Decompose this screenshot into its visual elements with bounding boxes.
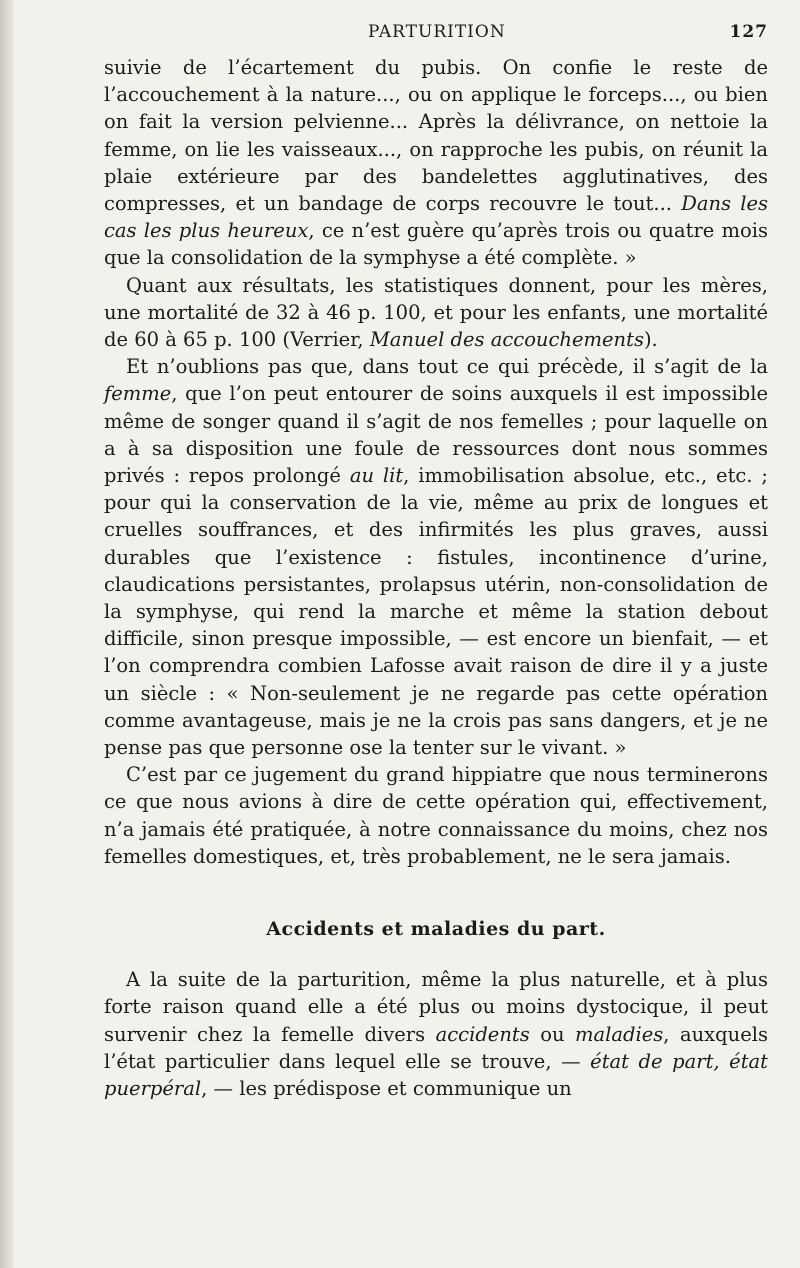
paragraph-1-italic-1: Dans les cas les plus heureux — [104, 192, 769, 243]
paragraph-5-italic-1: accidents — [435, 1022, 530, 1046]
paragraph-3 — [104, 353, 768, 761]
paragraph-2-text-2: ). — [643, 328, 658, 352]
paragraph-2 — [104, 272, 768, 354]
paragraph-2-text-1: Quant aux résultats, les statistiques donnent, pour les mères, une mortalité de 32 à 46 p. 100, et pour les enfants, une mortalité de 60 à 65 p. 100 (Verrier, — [104, 273, 768, 352]
paragraph-5-text-4: , — les prédispose et communique un — [201, 1076, 572, 1100]
paragraph-5-text-3: , auxquels l’état particulier dans lequel elle se trouve, — — [104, 1022, 768, 1073]
paragraph-3-italic-2: au lit — [349, 464, 404, 488]
paragraph-3-text-2: , que l’on peut entourer de soins auxquels il est impossible même de songer quand il s’agit de nos femelles ; pour laquelle on a à sa disposition une foule de ressources dont nous sommes privés : repos prolongé — [104, 382, 768, 488]
paragraph-3-italic-1: femme — [104, 382, 172, 406]
running-head — [104, 22, 768, 44]
paragraph-3-text-3: , immobilisation absolue, etc., etc. ; pour qui la conservation de la vie, même au prix de longues et cruelles souffrances, et des infirmités les plus graves, aussi durables que l’existence : fistules, incontinence d’urine, claudications persistantes, prolapsus utérin, non-consolidation de la symphyse, qui rend la marche et même la station debout difficile, sinon presque impossible, — est encore un bienfait, — et l’on comprendra combien Lafosse avait raison de dire il y a juste un siècle : « Non-seulement je ne regarde pas cette opération comme avantageuse, mais je ne la crois pas sans dangers, et je ne pense pas que personne ose la tenter sur le vivant. » — [104, 464, 768, 760]
paragraph-5-text-1: A la suite de la parturition, même la plus naturelle, et à plus forte raison quand elle a été plus ou moins dystocique, il peut survenir chez la femelle divers — [104, 968, 768, 1046]
paragraph-1 — [104, 54, 768, 272]
paragraph-1-text-1: suivie de l’écartement du pubis. On confie le reste de l’accouchement à la nature..., ou on applique le forceps..., ou bien on fait la version pelvienne... Après la délivrance, on nettoie la femme, on lie les vaisseaux..., on rapproche les pubis, on réunit la plaie extérieure par des bandelettes agglutinatives, des compresses, et un bandage de corps recouvre le tout... — [104, 56, 768, 216]
body-text — [104, 54, 768, 1102]
paragraph-5-italic-3: état de part, état puerpéral — [104, 1049, 768, 1100]
page-number: 127 — [729, 22, 768, 42]
paragraph-3-text-1: Et n’oublions pas que, dans tout ce qui précède, il s’agit de la — [126, 355, 768, 379]
paragraph-5 — [104, 966, 768, 1102]
paragraph-1-text-2: , ce n’est guère qu’après trois ou quatre mois que la consolidation de la symphyse a été complète. » — [104, 219, 769, 270]
paragraph-4 — [104, 761, 768, 870]
running-title: PARTURITION — [368, 22, 506, 42]
paragraph-4-text-1: C’est par ce jugement du grand hippiatre que nous terminerons ce que nous avions à dire de cette opération qui, effectivement, n’a jamais été pratiquée, à notre connaissance du moins, chez nos femelles domestiques, et, très probablement, ne le sera jamais. — [104, 763, 768, 868]
paragraph-5-italic-2: maladies — [575, 1022, 664, 1046]
paragraph-5-text-2: ou — [529, 1022, 576, 1046]
paragraph-2-italic-1: Manuel des accouchements — [369, 328, 644, 352]
section-heading: Accidents et maladies du part. — [266, 918, 606, 941]
